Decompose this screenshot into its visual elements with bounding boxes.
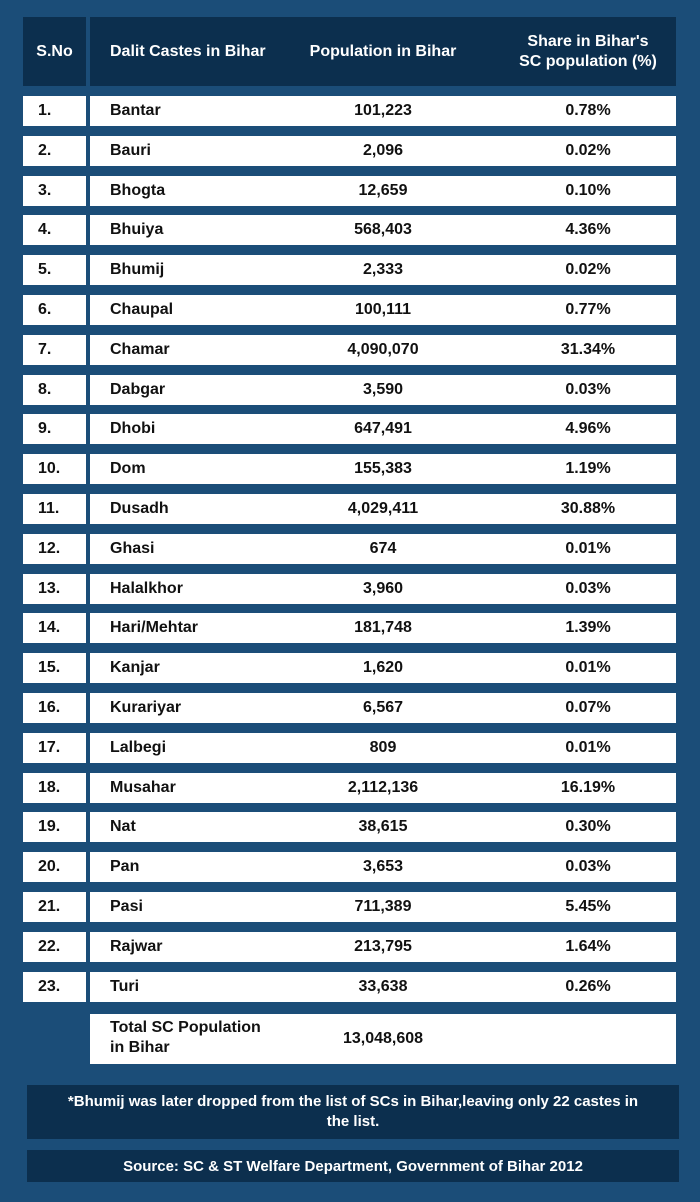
table-row [0, 693, 700, 723]
row-population: 155,383 [354, 460, 412, 477]
table-row [0, 255, 700, 285]
table-row [0, 454, 700, 484]
row-share: 0.01% [565, 659, 611, 676]
row-share: 0.03% [565, 858, 611, 875]
header-share [500, 17, 676, 86]
row-sno: 16. [23, 693, 86, 723]
source-note: Source: SC & ST Welfare Department, Government of Bihar 2012 [27, 1150, 679, 1182]
row-share: 0.01% [565, 739, 611, 756]
row-share: 0.07% [565, 699, 611, 716]
row-caste: Kanjar [110, 659, 160, 676]
row-sno: 7. [23, 335, 86, 365]
row-caste: Bhuiya [110, 221, 164, 238]
table-row [0, 773, 700, 803]
row-population: 12,659 [358, 182, 408, 199]
row-share: 31.34% [560, 341, 616, 358]
row-population: 568,403 [354, 221, 412, 238]
table-header [0, 17, 700, 86]
header-sno: S.No [23, 17, 86, 86]
row-sno: 17. [23, 733, 86, 763]
row-sno: 12. [23, 534, 86, 564]
table-row [0, 932, 700, 962]
row-share: 1.19% [565, 460, 611, 477]
row-sno: 14. [23, 613, 86, 643]
row-population: 2,333 [362, 261, 404, 278]
total-label-line1: Total SC Population [110, 1019, 261, 1036]
row-share: 0.30% [565, 818, 611, 835]
row-share: 0.02% [565, 142, 611, 159]
row-sno: 13. [23, 574, 86, 604]
row-population: 213,795 [354, 938, 412, 955]
row-caste: Pan [110, 858, 140, 875]
row-population: 38,615 [358, 818, 408, 835]
table-row [0, 295, 700, 325]
row-caste: Halalkhor [110, 580, 183, 597]
row-caste: Bhumij [110, 261, 165, 278]
row-share: 1.64% [565, 938, 611, 955]
total-value: 13,048,608 [342, 1030, 424, 1047]
table-row [0, 972, 700, 1002]
row-share: 4.36% [565, 221, 611, 238]
row-caste: Hari/Mehtar [110, 619, 199, 636]
row-share: 1.39% [565, 619, 611, 636]
row-caste: Ghasi [110, 540, 155, 557]
table-row [0, 534, 700, 564]
row-share: 0.02% [565, 261, 611, 278]
table-row [0, 733, 700, 763]
table-row [0, 136, 700, 166]
header-population: Population in Bihar [309, 42, 457, 60]
row-share: 0.01% [565, 540, 611, 557]
row-sno: 2. [23, 136, 86, 166]
row-caste: Dabgar [110, 381, 166, 398]
table-row [0, 96, 700, 126]
row-sno: 23. [23, 972, 86, 1002]
row-population: 181,748 [354, 619, 412, 636]
table-row [0, 653, 700, 683]
row-population: 1,620 [362, 659, 404, 676]
row-sno: 22. [23, 932, 86, 962]
table-row [0, 176, 700, 206]
row-sno: 4. [23, 215, 86, 245]
total-label [110, 1018, 310, 1058]
row-share: 0.78% [565, 102, 611, 119]
row-sno: 6. [23, 295, 86, 325]
row-share: 30.88% [560, 500, 616, 517]
row-population: 6,567 [362, 699, 404, 716]
table-row [0, 335, 700, 365]
row-sno: 18. [23, 773, 86, 803]
row-sno: 11. [23, 494, 86, 524]
row-sno: 15. [23, 653, 86, 683]
row-sno: 8. [23, 375, 86, 405]
row-share: 0.03% [565, 381, 611, 398]
footnote: *Bhumij was later dropped from the list of SCs in Bihar,leaving only 22 castes in the list. [27, 1085, 679, 1139]
table-row [0, 613, 700, 643]
row-share: 16.19% [560, 779, 616, 796]
row-sno: 21. [23, 892, 86, 922]
header-share-line2: SC population (%) [519, 52, 657, 70]
row-sno: 5. [23, 255, 86, 285]
row-caste: Rajwar [110, 938, 163, 955]
row-caste: Bantar [110, 102, 161, 119]
row-sno: 19. [23, 812, 86, 842]
row-sno: 10. [23, 454, 86, 484]
row-sno: 20. [23, 852, 86, 882]
row-population: 674 [369, 540, 397, 557]
row-sno: 9. [23, 414, 86, 444]
row-caste: Nat [110, 818, 136, 835]
table-row [0, 892, 700, 922]
row-caste: Bauri [110, 142, 151, 159]
table-row [0, 812, 700, 842]
row-population: 2,096 [362, 142, 404, 159]
row-sno: 1. [23, 96, 86, 126]
row-share: 0.03% [565, 580, 611, 597]
header-caste: Dalit Castes in Bihar [110, 42, 266, 60]
table-row [0, 494, 700, 524]
row-caste: Dom [110, 460, 146, 477]
row-population: 100,111 [354, 301, 412, 318]
total-row [90, 1014, 676, 1064]
row-share: 0.10% [565, 182, 611, 199]
table-row [0, 215, 700, 245]
row-population: 3,960 [362, 580, 404, 597]
row-sno: 3. [23, 176, 86, 206]
row-population: 4,090,070 [347, 341, 419, 358]
table-row [0, 852, 700, 882]
total-label-line2: in Bihar [110, 1039, 170, 1056]
table-row [0, 375, 700, 405]
row-caste: Lalbegi [110, 739, 167, 756]
row-caste: Kurariyar [110, 699, 182, 716]
row-caste: Musahar [110, 779, 176, 796]
row-caste: Pasi [110, 898, 143, 915]
row-share: 5.45% [565, 898, 611, 915]
row-population: 2,112,136 [347, 779, 419, 796]
row-share: 4.96% [565, 420, 611, 437]
row-population: 3,590 [362, 381, 404, 398]
row-caste: Chaupal [110, 301, 174, 318]
row-population: 101,223 [354, 102, 412, 119]
row-population: 4,029,411 [347, 500, 419, 517]
row-population: 33,638 [358, 978, 408, 995]
row-population: 3,653 [362, 858, 404, 875]
row-caste: Dhobi [110, 420, 156, 437]
row-population: 711,389 [354, 898, 412, 915]
header-share-line1: Share in Bihar's [527, 32, 649, 50]
row-population: 809 [369, 739, 397, 756]
row-caste: Chamar [110, 341, 170, 358]
table-row [0, 414, 700, 444]
row-population: 647,491 [354, 420, 412, 437]
table-row [0, 574, 700, 604]
row-caste: Bhogta [110, 182, 166, 199]
row-caste: Turi [110, 978, 140, 995]
row-share: 0.77% [565, 301, 611, 318]
row-share: 0.26% [565, 978, 611, 995]
row-caste: Dusadh [110, 500, 169, 517]
